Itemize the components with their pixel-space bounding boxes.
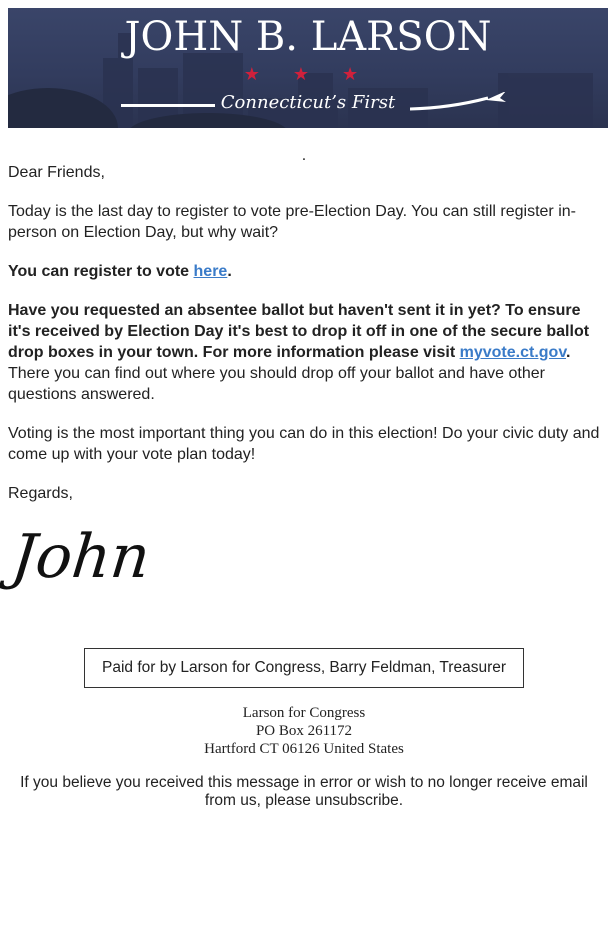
unsubscribe-notice[interactable]: If you believe you received this message in error or wish to no longer receive email from us, please unsubscribe. — [20, 774, 588, 809]
period: . — [566, 344, 571, 361]
paragraph-voting: Voting is the most important thing you can do in this election! Do your civic duty and come up with your vote plan today! — [8, 425, 600, 463]
address-line: Larson for Congress — [242, 705, 366, 721]
myvote-link[interactable]: myvote.ct.gov — [459, 344, 567, 361]
absentee-text: Have you requested an absentee ballot but haven't sent it in yet? To ensure it's received by Election Day it's best to drop it off in one of the secure ballot drop boxes in your town. For more information please visit — [8, 302, 590, 361]
paid-for-disclaimer: Paid for by Larson for Congress, Barry Feldman, Treasurer — [84, 648, 524, 688]
greeting: Dear Friends, — [8, 164, 105, 181]
signature: John — [8, 522, 154, 592]
jet-icon — [410, 92, 510, 112]
banner-tagline: Connecticut’s First — [220, 92, 396, 113]
register-text: You can register to vote — [8, 263, 194, 280]
absentee-rest: There you can find out where you should drop off your ballot and have other questions answered. — [8, 365, 545, 403]
spacer-text: . — [301, 147, 307, 164]
register-here-link[interactable]: here — [193, 263, 228, 280]
mailing-address — [8, 704, 600, 758]
paragraph-register: Today is the last day to register to vote pre-Election Day. You can still register in-person on Election Day, but why wait? — [8, 203, 576, 241]
header-banner — [8, 8, 608, 128]
paragraph-register-link — [8, 261, 600, 282]
period: . — [227, 263, 232, 280]
address-line: PO Box 261172 — [255, 723, 353, 739]
stars-icon: ★ ★ ★ — [243, 64, 373, 84]
paragraph-absentee — [8, 300, 600, 405]
banner-title: JOHN B. LARSON — [124, 14, 492, 60]
address-line: Hartford CT 06126 United States — [204, 741, 404, 757]
closing: Regards, — [8, 485, 73, 502]
